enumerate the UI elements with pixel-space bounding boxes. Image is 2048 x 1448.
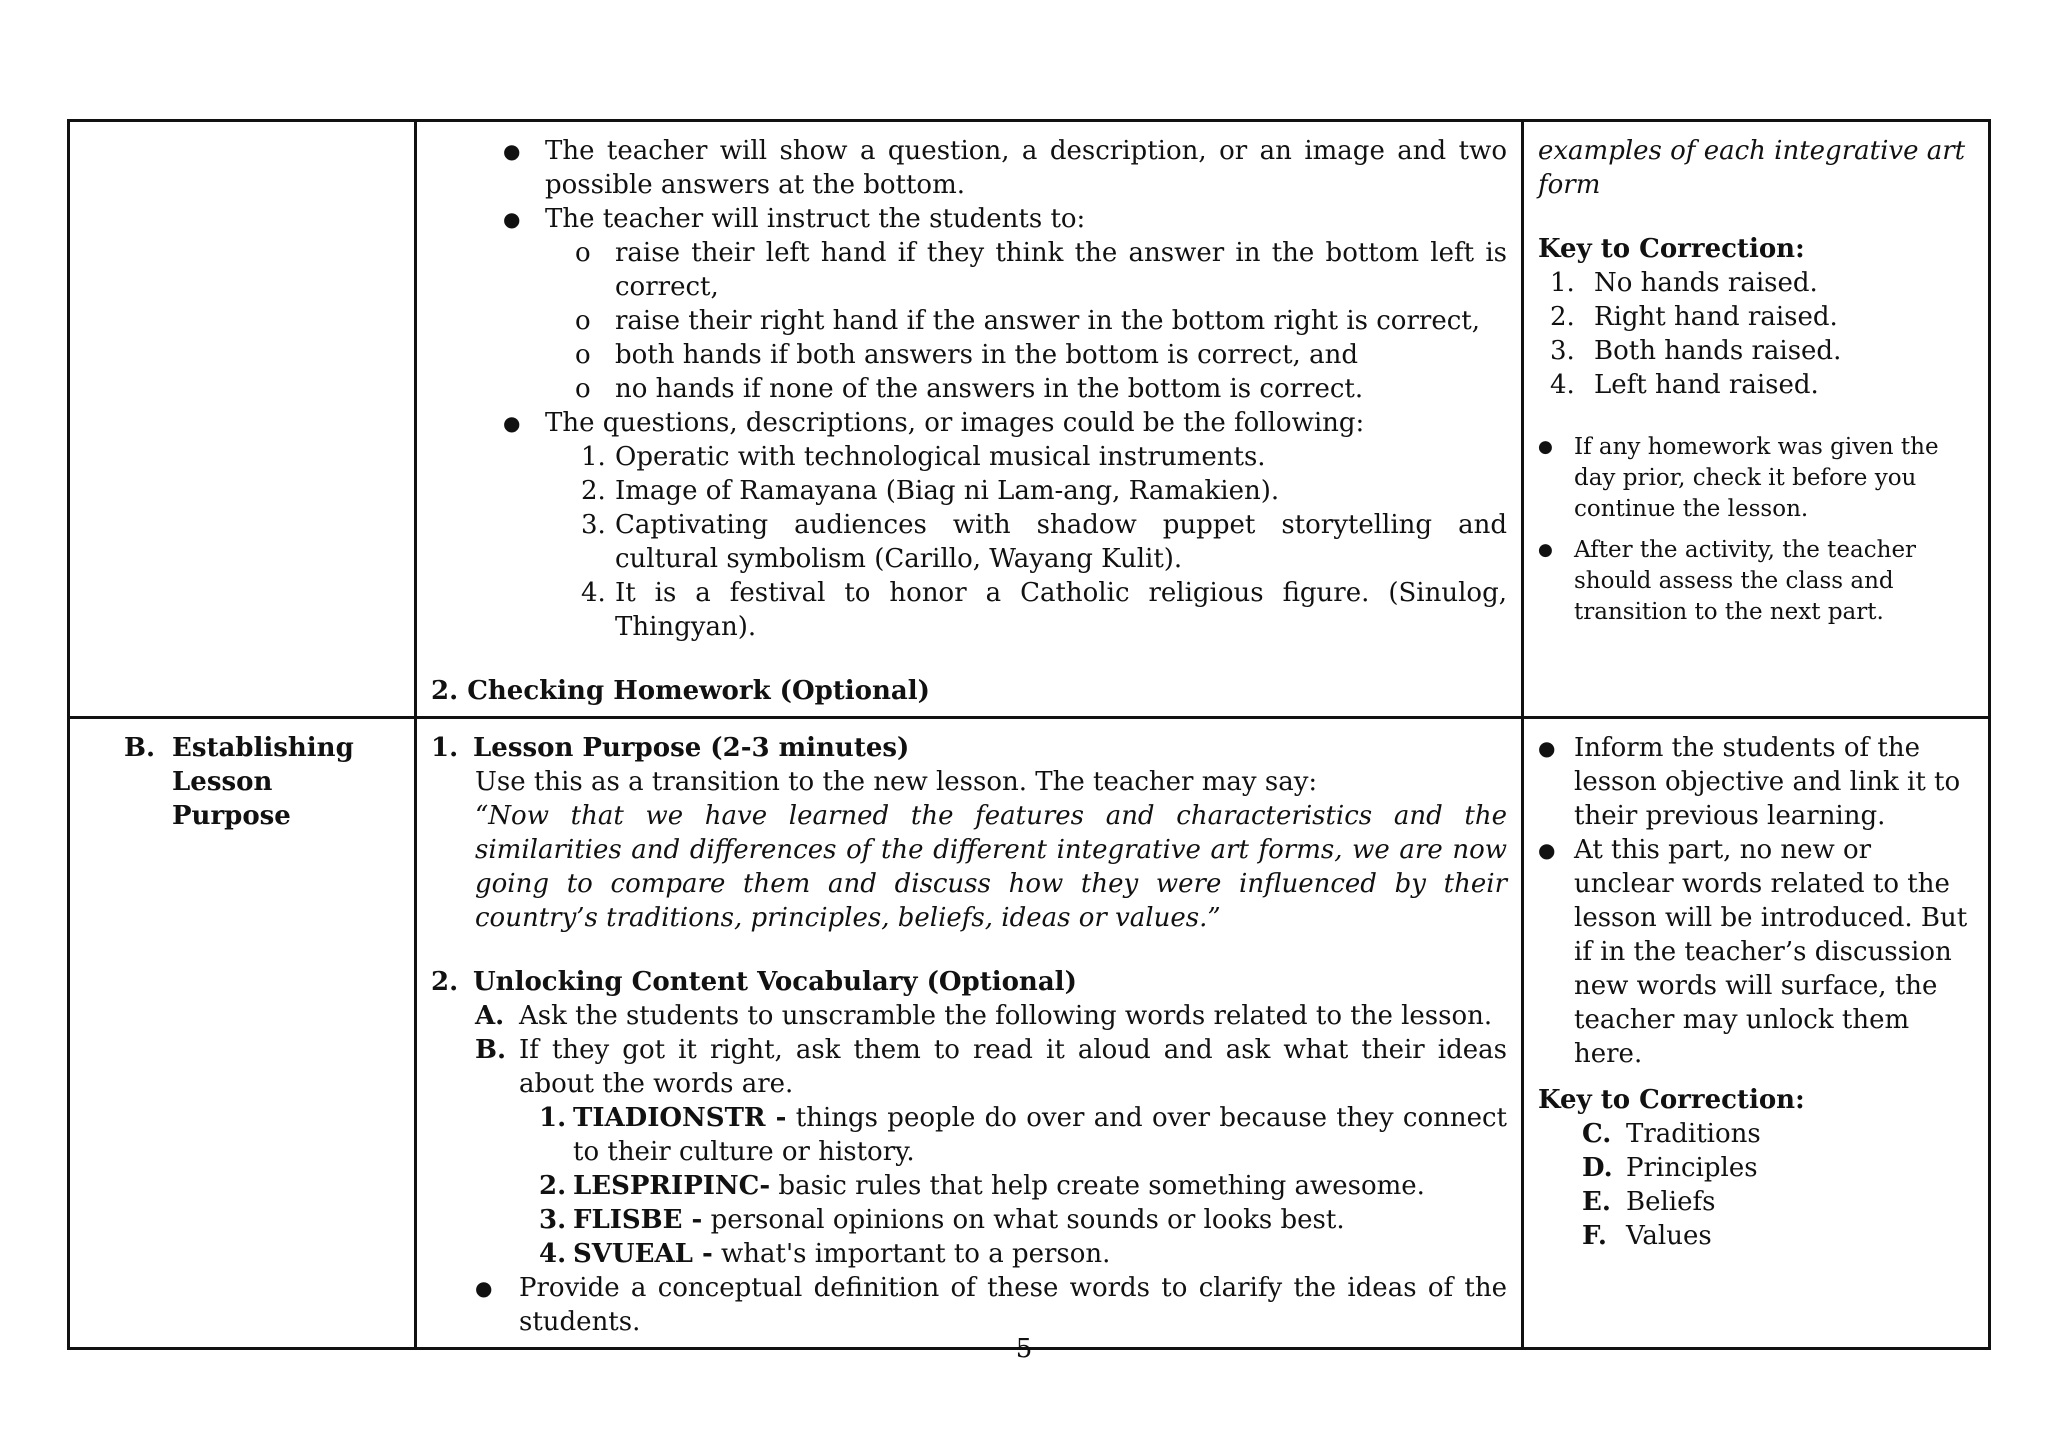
homework-heading: 2. Checking Homework (Optional) xyxy=(431,676,930,706)
item-text: Operatic with technological musical instruments. xyxy=(615,442,1266,472)
scrambled-word: TIADIONSTR - xyxy=(573,1103,787,1133)
lesson-purpose-quote: “Now that we have learned the features and characteristics and the similarities and differences of the different integrative art forms, we are now going to compare them and discuss how they were influenced by their country’s traditions, principles, beliefs, ideas or values.” xyxy=(475,801,1507,933)
list-item: o raise their left hand if they think the answer in the bottom left is correct, xyxy=(575,236,1507,304)
lesson-plan-table xyxy=(67,119,1991,1350)
list-item xyxy=(1582,1185,1974,1219)
list-item: o both hands if both answers in the bottom is correct, and xyxy=(575,338,1507,372)
section-number: B. xyxy=(124,733,156,763)
item-text: Both hands raised. xyxy=(1594,336,1842,366)
list-item: ● Inform the students of the lesson objective and link it to their previous learning. xyxy=(1538,731,1974,833)
word-definition: personal opinions on what sounds or looks best. xyxy=(702,1205,1345,1235)
vocabulary-heading xyxy=(431,965,1507,999)
item-text: Ask the students to unscramble the following words related to the lesson. xyxy=(519,1001,1493,1031)
instruction-intro: The teacher will instruct the students to: xyxy=(545,204,1086,234)
procedure-cell xyxy=(416,121,1523,718)
item-number: 2. xyxy=(1550,302,1575,332)
item-letter: C. xyxy=(1582,1119,1612,1149)
lesson-purpose-heading xyxy=(431,731,1507,765)
list-item xyxy=(581,508,1507,576)
list-item: ● If any homework was given the day prior, check it before you continue the lesson. xyxy=(1538,432,1974,525)
item-letter: B. xyxy=(475,1035,507,1065)
key-to-correction-title: Key to Correction: xyxy=(1538,234,1805,264)
item-number: 4. xyxy=(1550,370,1575,400)
key-to-correction-list xyxy=(1538,266,1974,402)
list-item xyxy=(1582,1151,1974,1185)
item-number: 4. xyxy=(581,578,606,608)
questions-intro: The questions, descriptions, or images could be the following: xyxy=(545,408,1365,438)
list-item: ● At this part, no new or unclear words related to the lesson will be introduced. But if in the teacher’s discussion new words will surface, the teacher may unlock them here. xyxy=(1538,833,1974,1071)
item-title: Lesson Purpose (2-3 minutes) xyxy=(473,733,910,763)
lesson-purpose-body xyxy=(431,765,1507,935)
list-item xyxy=(1550,334,1974,368)
lesson-purpose-intro: Use this as a transition to the new lesson. The teacher may say: xyxy=(475,767,1318,797)
item-number: 3. xyxy=(1550,336,1575,366)
list-item: ● Provide a conceptual definition of these words to clarify the ideas of the students. xyxy=(475,1271,1507,1339)
item-text: No hands raised. xyxy=(1594,268,1818,298)
word-definition: basic rules that help create something awesome. xyxy=(770,1171,1425,1201)
list-item: o no hands if none of the answers in the bottom is correct. xyxy=(575,372,1507,406)
table-row xyxy=(69,121,1990,718)
notes-cell xyxy=(1523,121,1990,718)
item-number: 1. xyxy=(431,733,459,763)
notes-italic: examples of each integrative art form xyxy=(1538,136,1966,200)
item-letter: F. xyxy=(1582,1221,1607,1251)
item-text: Values xyxy=(1626,1221,1712,1251)
vocabulary-body xyxy=(431,999,1507,1271)
list-item xyxy=(581,440,1507,474)
scrambled-word: FLISBE - xyxy=(573,1205,703,1235)
section-cell xyxy=(69,718,416,1349)
item-letter: A. xyxy=(475,1001,505,1031)
page-number: 5 xyxy=(1015,1334,1033,1364)
item-number: 1. xyxy=(581,442,606,472)
activity-bullet-list xyxy=(431,134,1507,644)
section-cell-empty xyxy=(69,121,416,718)
item-number: 3. xyxy=(581,510,606,540)
vocabulary-word-list xyxy=(475,1101,1507,1271)
item-number: 1. xyxy=(1550,268,1575,298)
list-item xyxy=(539,1101,1507,1169)
list-item xyxy=(581,576,1507,644)
list-item xyxy=(539,1203,1507,1237)
item-number: 1. xyxy=(539,1103,567,1133)
item-text: Right hand raised. xyxy=(1594,302,1838,332)
section-title: Establishing Lesson Purpose xyxy=(172,733,354,831)
questions-list xyxy=(545,440,1507,644)
list-item xyxy=(1550,368,1974,402)
key-to-correction-title: Key to Correction: xyxy=(1538,1085,1805,1115)
instruction-list xyxy=(545,236,1507,406)
item-text: Traditions xyxy=(1626,1119,1761,1149)
item-text: Left hand raised. xyxy=(1594,370,1819,400)
item-number: 2. xyxy=(581,476,606,506)
notes-bullet-list xyxy=(1538,432,1974,628)
item-number: 2. xyxy=(539,1171,567,1201)
item-letter: D. xyxy=(1582,1153,1613,1183)
item-text: Principles xyxy=(1626,1153,1758,1183)
list-item xyxy=(475,1033,1507,1101)
item-text: Beliefs xyxy=(1626,1187,1716,1217)
item-text: Image of Ramayana (Biag ni Lam-ang, Ramakien). xyxy=(615,476,1280,506)
item-text: If they got it right, ask them to read it aloud and ask what their ideas about the words are. xyxy=(519,1035,1507,1099)
item-number: 4. xyxy=(539,1239,567,1269)
item-number: 3. xyxy=(539,1205,567,1235)
word-definition: what's important to a person. xyxy=(712,1239,1111,1269)
section-label xyxy=(84,731,400,833)
word-definition: things people do over and over because they connect to their culture or history. xyxy=(573,1103,1507,1167)
scrambled-word: SVUEAL - xyxy=(573,1239,713,1269)
list-item xyxy=(1582,1219,1974,1253)
item-text: Captivating audiences with shadow puppet storytelling and cultural symbolism (Carillo, Wayang Kulit). xyxy=(615,510,1507,574)
key-to-correction-list xyxy=(1538,1117,1974,1253)
list-item: ● After the activity, the teacher should assess the class and transition to the next part. xyxy=(1538,535,1974,628)
item-title: Unlocking Content Vocabulary (Optional) xyxy=(473,967,1077,997)
table-row xyxy=(69,718,1990,1349)
list-item: o raise their right hand if the answer in the bottom right is correct, xyxy=(575,304,1507,338)
list-item: ● The teacher will show a question, a description, or an image and two possible answers at the bottom. xyxy=(503,134,1507,202)
notes-cell xyxy=(1523,718,1990,1349)
closing-bullet-wrap xyxy=(431,1271,1507,1339)
scrambled-word: LESPRIPINC- xyxy=(573,1171,771,1201)
list-item xyxy=(1582,1117,1974,1151)
list-item xyxy=(581,474,1507,508)
list-item xyxy=(475,999,1507,1033)
list-item xyxy=(539,1169,1507,1203)
item-text: It is a festival to honor a Catholic religious figure. (Sinulog, Thingyan). xyxy=(615,578,1507,642)
list-item xyxy=(1550,266,1974,300)
vocabulary-steps xyxy=(475,999,1507,1101)
list-item xyxy=(503,202,1507,406)
list-item xyxy=(539,1237,1507,1271)
list-item xyxy=(1550,300,1974,334)
item-number: 2. xyxy=(431,967,459,997)
item-letter: E. xyxy=(1582,1187,1611,1217)
list-item xyxy=(503,406,1507,644)
procedure-cell xyxy=(416,718,1523,1349)
